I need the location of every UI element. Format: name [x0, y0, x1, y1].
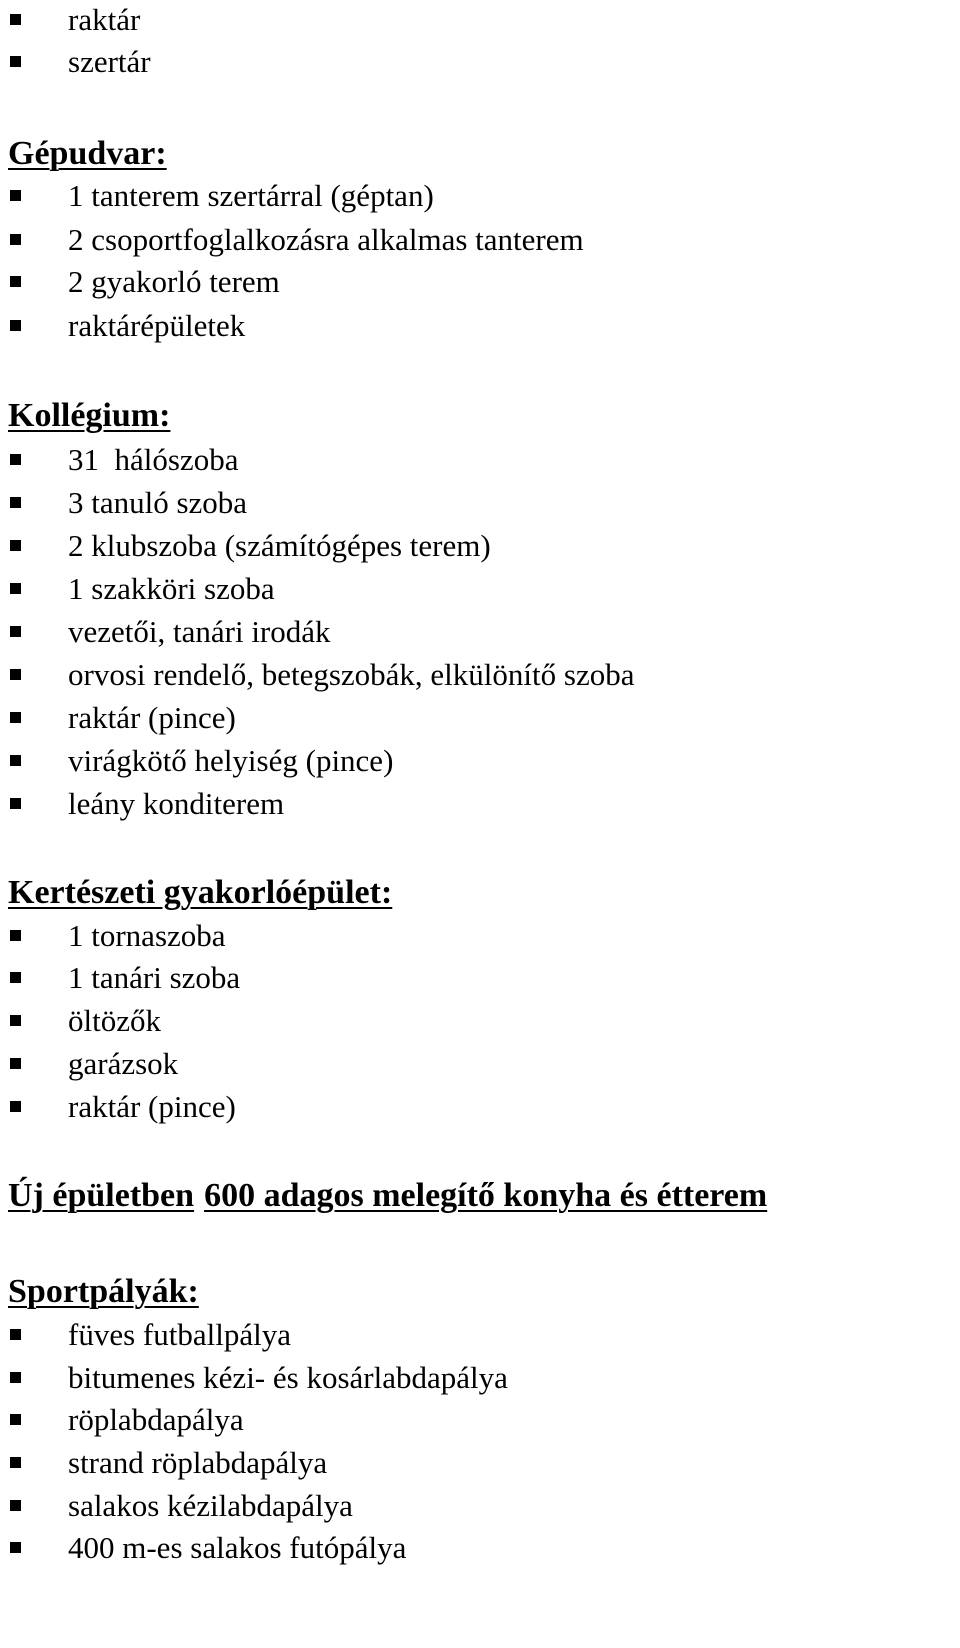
- list-item-text: 2 klubszoba (számítógépes terem): [68, 528, 491, 563]
- list-item-text: orvosi rendelő, betegszobák, elkülönítő szoba: [68, 657, 635, 692]
- square-bullet-icon: [10, 972, 21, 983]
- list-item-text: szertár: [68, 44, 151, 79]
- new-building-heading-part1: Új épületben: [8, 1177, 195, 1214]
- new-building-heading: [8, 1176, 767, 1216]
- square-bullet-icon: [10, 14, 21, 25]
- square-bullet-icon: [10, 583, 21, 594]
- square-bullet-icon: [10, 320, 21, 331]
- list-item-text: bitumenes kézi- és kosárlabdapálya: [68, 1360, 508, 1395]
- list-item-text: vezetői, tanári irodák: [68, 614, 331, 649]
- square-bullet-icon: [10, 712, 21, 723]
- list-item-text: 3 tanuló szoba: [68, 485, 248, 520]
- square-bullet-icon: [10, 1414, 21, 1425]
- square-bullet-icon: [10, 930, 21, 941]
- list-item-text: röplabdapálya: [68, 1402, 244, 1437]
- list-item-text: virágkötő helyiség (pince): [68, 743, 394, 778]
- list-item-text: raktár: [68, 2, 141, 37]
- square-bullet-icon: [10, 1372, 21, 1383]
- square-bullet-icon: [10, 56, 21, 67]
- list-item-text: 400 m-es salakos futópálya: [68, 1530, 407, 1565]
- square-bullet-icon: [10, 1542, 21, 1553]
- square-bullet-icon: [10, 1015, 21, 1026]
- section-heading-kerteszeti: Kertészeti gyakorlóépület:: [8, 874, 393, 911]
- square-bullet-icon: [10, 497, 21, 508]
- list-item-text: raktárépületek: [68, 308, 246, 343]
- new-building-heading-part2: 600 adagos melegítő konyha és étterem: [204, 1177, 768, 1214]
- list-item-text: raktár (pince): [68, 700, 236, 735]
- square-bullet-icon: [10, 1457, 21, 1468]
- square-bullet-icon: [10, 1500, 21, 1511]
- list-item-text: 2 csoportfoglalkozásra alkalmas tanterem: [68, 222, 584, 257]
- list-item-text: 1 tornaszoba: [68, 918, 226, 953]
- square-bullet-icon: [10, 755, 21, 766]
- list-item-text: füves futballpálya: [68, 1317, 291, 1352]
- list-item-text: 1 szakköri szoba: [68, 571, 275, 606]
- square-bullet-icon: [10, 1329, 21, 1340]
- list-item-text: strand röplabdapálya: [68, 1445, 328, 1480]
- section-heading-sportpalyak: Sportpályák:: [8, 1273, 199, 1310]
- list-item-text: leány konditerem: [68, 786, 285, 821]
- square-bullet-icon: [10, 626, 21, 637]
- list-item-text: 31 hálószoba: [68, 442, 239, 477]
- list-item-text: raktár (pince): [68, 1089, 236, 1124]
- square-bullet-icon: [10, 454, 21, 465]
- square-bullet-icon: [10, 190, 21, 201]
- list-item-text: 1 tanterem szertárral (géptan): [68, 178, 434, 213]
- square-bullet-icon: [10, 669, 21, 680]
- section-heading-gepudvar: Gépudvar:: [8, 135, 167, 172]
- section-heading-kollegium: Kollégium:: [8, 397, 171, 434]
- list-item-text: salakos kézilabdapálya: [68, 1488, 353, 1523]
- list-item-text: 2 gyakorló terem: [68, 264, 280, 299]
- square-bullet-icon: [10, 1058, 21, 1069]
- list-item-text: öltözők: [68, 1003, 161, 1038]
- list-item-text: 1 tanári szoba: [68, 960, 241, 995]
- square-bullet-icon: [10, 276, 21, 287]
- square-bullet-icon: [10, 1101, 21, 1112]
- list-item-text: garázsok: [68, 1046, 179, 1081]
- square-bullet-icon: [10, 540, 21, 551]
- square-bullet-icon: [10, 798, 21, 809]
- square-bullet-icon: [10, 234, 21, 245]
